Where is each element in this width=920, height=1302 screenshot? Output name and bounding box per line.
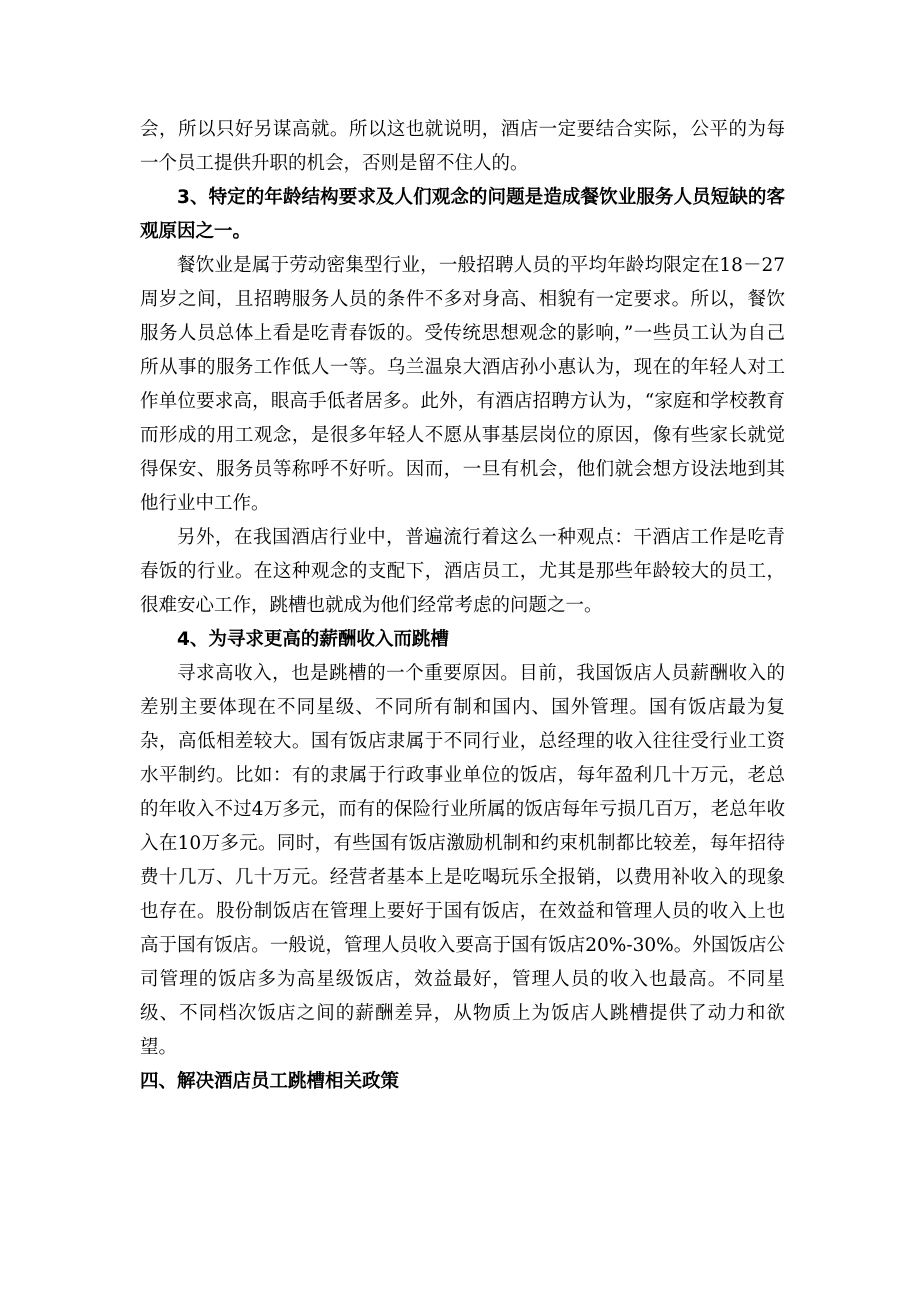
subheading-3: 3、特定的年龄结构要求及人们观念的问题是造成餐饮业服务人员短缺的客观原因之一。 — [140, 187, 785, 242]
document-page — [140, 113, 785, 1099]
paragraph-salary: 寻求高收入，也是跳槽的一个重要原因。目前，我国饭店人员薪酬收入的差别主要体现在不同星级、不同所有制和国内、国外管理。国有饭店最为复杂，高低相差较大。国有饭店隶属于不同行业，总经理的收入往往受行业工资水平制约。比如：有的隶属于行政事业单位的饭店，每年盈利几十万元，老总的年收入不过4万多元，而有的保险行业所属的饭店每年亏损几百万，老总年收入在10万多元。同时，有些国有饭店激励机制和约束机制都比较差，每年招待费十几万、几十万元。经营者基本上是吃喝玩乐全报销，以费用补收入的现象也存在。股份制饭店在管理上要好于国有饭店，在效益和管理人员的收入上也高于国有饭店。一般说，管理人员收入要高于国有饭店20%-30%。外国饭店公司管理的饭店多为高星级饭店，效益最好，管理人员的收入也最高。不同星级、不同档次饭店之间的薪酬差异，从物质上为饭店人跳槽提供了动力和欲望。 — [140, 663, 785, 1058]
paragraph-youth-job-view: 另外，在我国酒店行业中，普遍流行着这么一种观点：干酒店工作是吃青春饭的行业。在这种观念的支配下，酒店员工，尤其是那些年龄较大的员工，很难安心工作，跳槽也就成为他们经常考虑的问题之一。 — [140, 527, 785, 616]
paragraph-age-structure: 餐饮业是属于劳动密集型行业，一般招聘人员的平均年龄均限定在18－27周岁之间，且招聘服务人员的条件不多对身高、相貌有一定要求。所以，餐饮服务人员总体上看是吃青春饭的。受传统思想观念的影响，”一些员工认为自己所从事的服务工作低人一等。乌兰温泉大酒店孙小惠认为，现在的年轻人对工作单位要求高，眼高手低者居多。此外，有酒店招聘方认为，“家庭和学校教育而形成的用工观念，是很多年轻人不愿从事基层岗位的原因，像有些家长就觉得保安、服务员等称呼不好听。因而，一旦有机会，他们就会想方设法地到其他行业中工作。 — [140, 255, 785, 514]
subheading-4: 4、为寻求更高的薪酬收入而跳槽 — [177, 629, 449, 650]
section-heading-4: 四、解决酒店员工跳槽相关政策 — [140, 1071, 400, 1092]
paragraph-continuation: 会，所以只好另谋高就。所以这也就说明，酒店一定要结合实际，公平的为每一个员工提供升职的机会，否则是留不住人的。 — [140, 119, 785, 174]
